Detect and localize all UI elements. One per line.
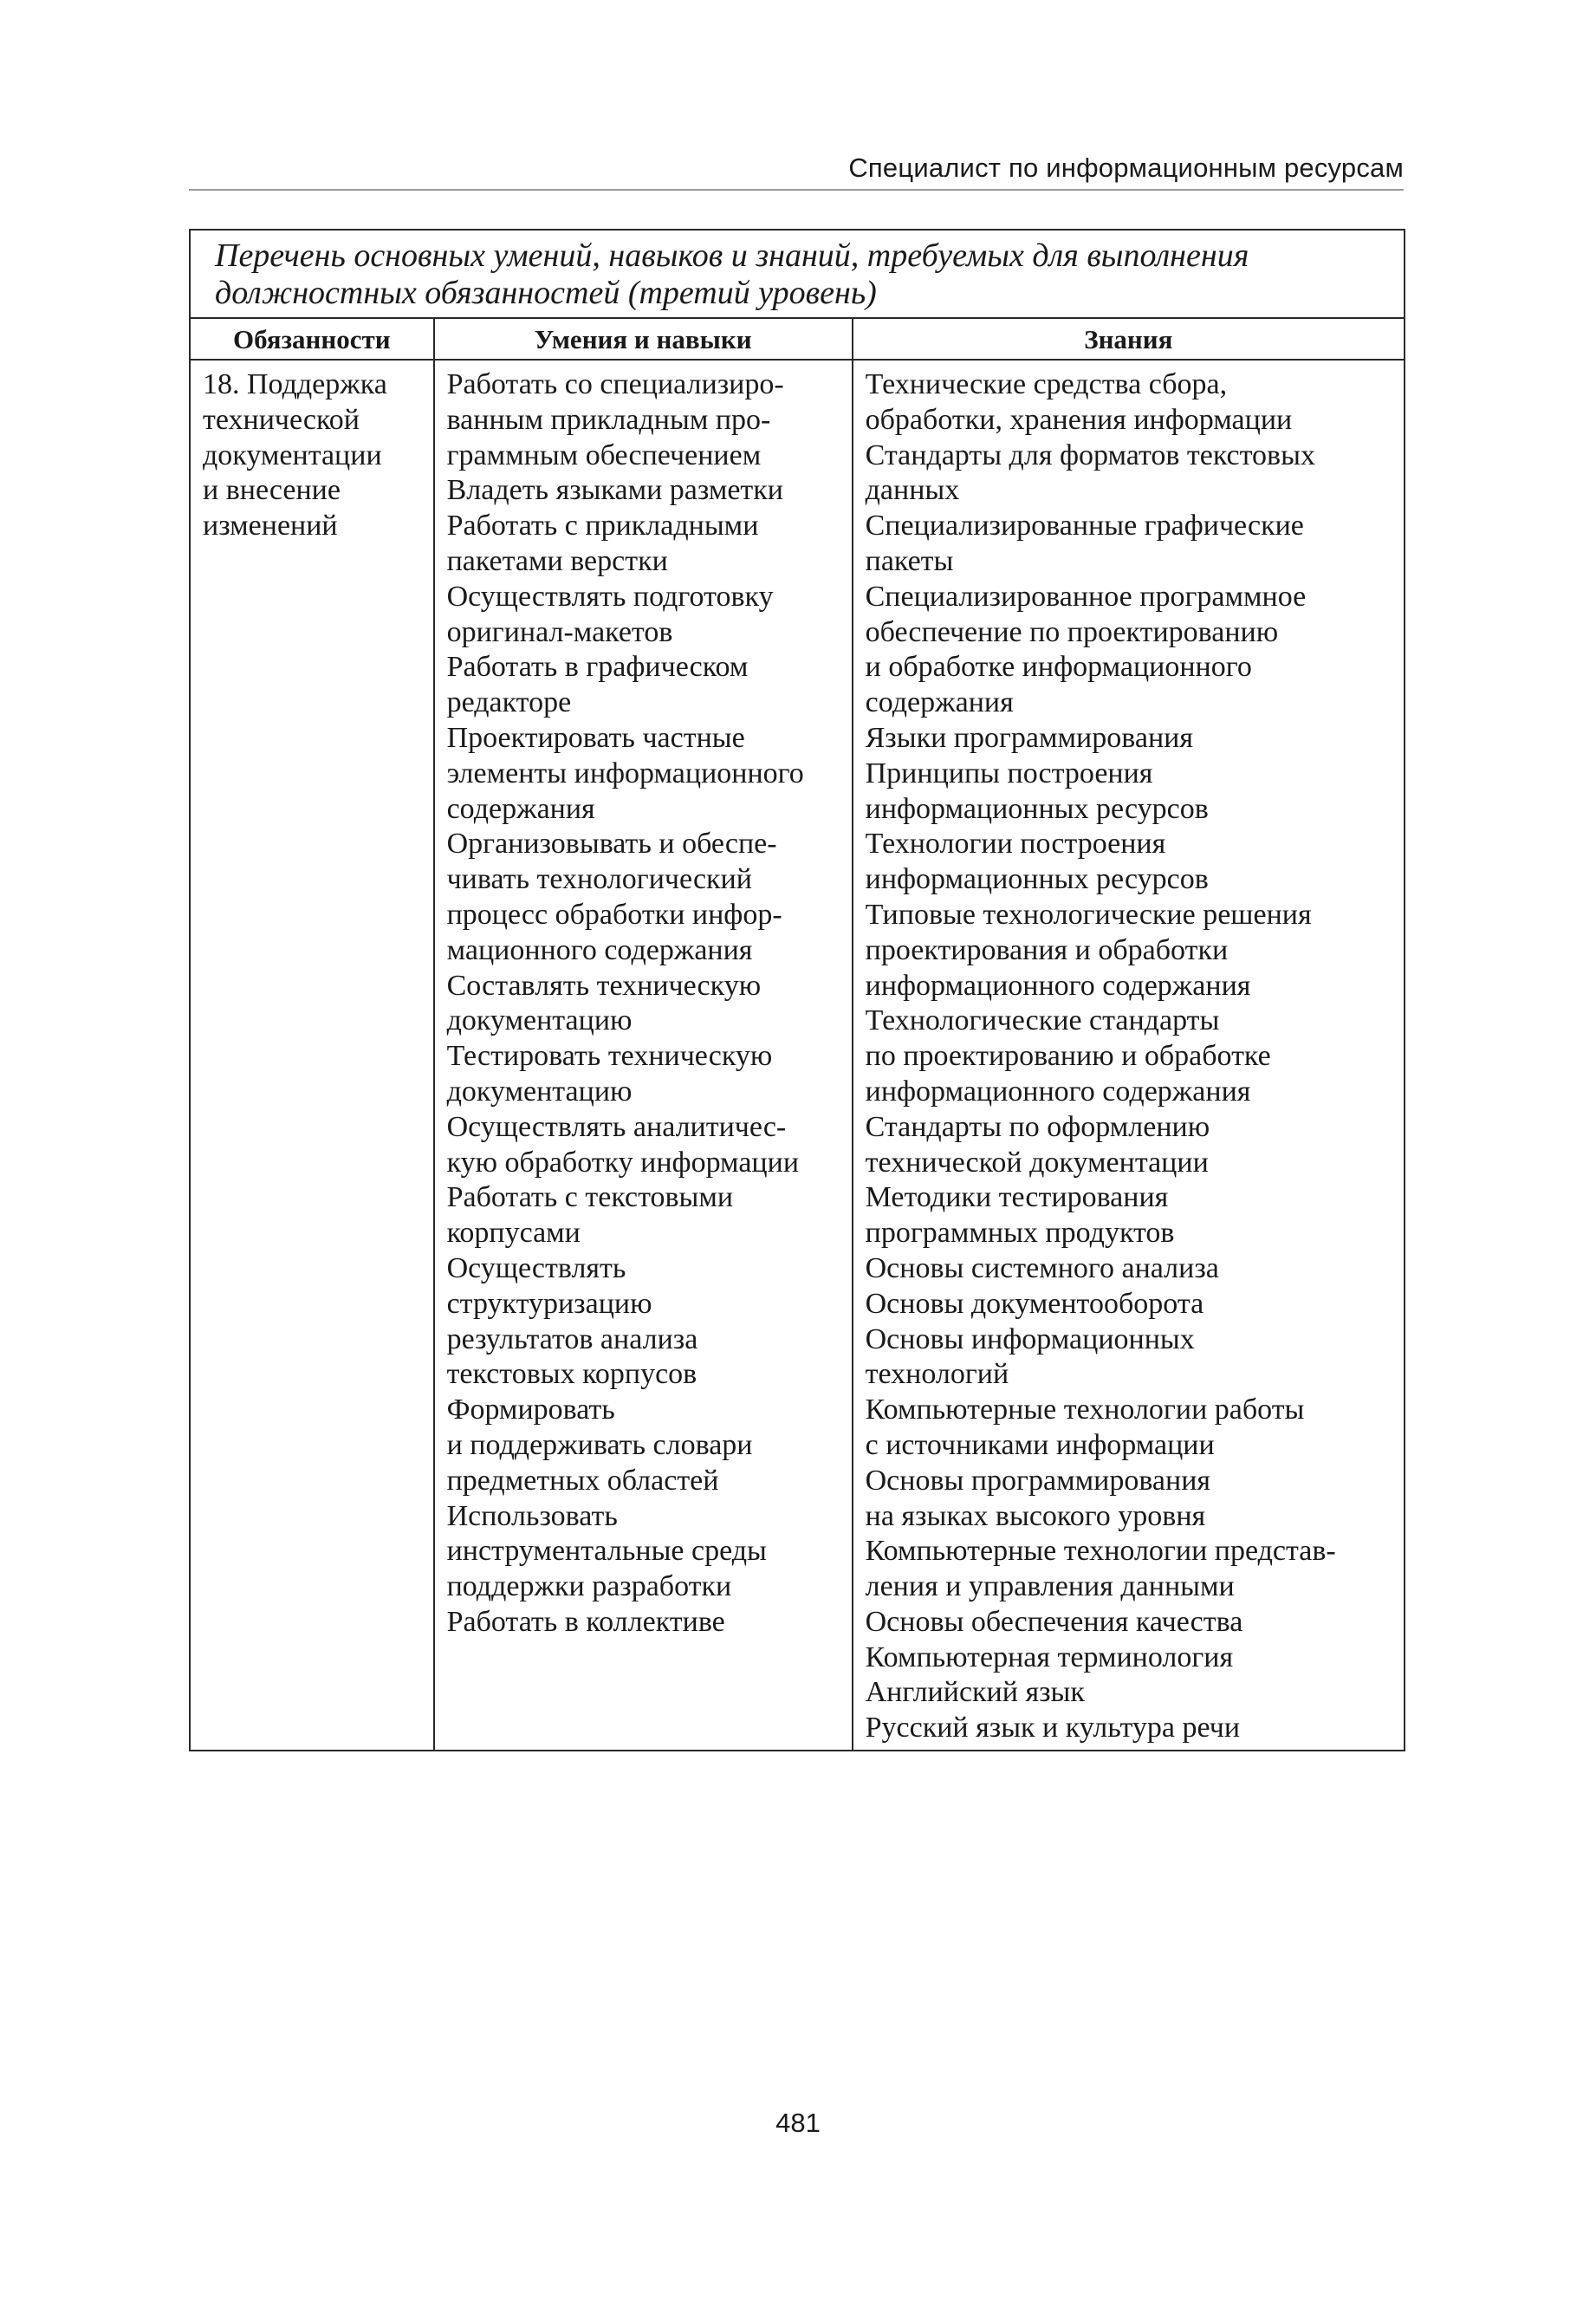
knowledge-line: Типовые технологические решения	[865, 898, 1312, 931]
knowledge-line: Стандарты по оформлению	[865, 1110, 1210, 1143]
skill-line: Использовать	[446, 1499, 618, 1532]
knowledge-line: Компьютерная терминология	[865, 1641, 1234, 1673]
knowledge-line: Языки программирования	[865, 721, 1193, 754]
skill-line: результатов анализа	[446, 1322, 698, 1355]
skill-line: мационного содержания	[446, 933, 753, 966]
skill-line: ванным прикладным про-	[446, 403, 771, 436]
duty-line: и внесение	[203, 474, 341, 507]
skill-line: Осуществлять аналитичес-	[446, 1110, 787, 1143]
knowledge-line: Основы программирования	[865, 1464, 1211, 1497]
knowledge-line: информационных ресурсов	[865, 863, 1209, 896]
knowledge-line: Компьютерные технологии представ-	[865, 1535, 1336, 1568]
knowledge-line: Основы информационных	[865, 1322, 1195, 1355]
skill-line: граммным обеспечением	[446, 439, 762, 471]
knowledge-line: Технологии построения	[865, 828, 1166, 861]
knowledge-line: обработки, хранения информации	[865, 403, 1293, 436]
knowledge-line: Основы документооборота	[865, 1287, 1204, 1320]
skill-line: чивать технологический	[446, 863, 752, 896]
knowledge-line: Стандарты для форматов текстовых	[865, 439, 1315, 471]
skill-line: Формировать	[446, 1394, 615, 1426]
skill-line: Проектировать частные	[446, 721, 745, 754]
skill-line: документацию	[446, 1004, 633, 1037]
skill-line: оригинал-макетов	[446, 615, 673, 648]
knowledge-line: Технологические стандарты	[865, 1004, 1220, 1037]
skill-line: Осуществлять	[446, 1251, 626, 1284]
skill-line: Работать в коллективе	[446, 1605, 725, 1638]
knowledge-line: Специализированные графические	[865, 510, 1304, 543]
skill-line: поддержки разработки	[446, 1570, 732, 1603]
knowledge-line: на языках высокого уровня	[865, 1499, 1206, 1532]
skill-line: структуризацию	[446, 1287, 652, 1320]
column-header-knowledge: Знания	[853, 318, 1405, 360]
skill-line: Осуществлять подготовку	[446, 580, 774, 613]
skill-line: пакетами верстки	[446, 544, 668, 577]
knowledge-line: информационных ресурсов	[865, 792, 1209, 825]
table-caption: Перечень основных умений, навыков и знаний, требуемых для выполнения должностных обязанностей (третий уровень)	[190, 230, 1405, 318]
skill-line: редакторе	[446, 686, 572, 719]
skill-line: элементы информационного	[446, 757, 804, 789]
page-number: 481	[775, 2108, 821, 2138]
skill-line: текстовых корпусов	[446, 1358, 697, 1391]
duty-line: изменений	[203, 510, 338, 543]
knowledge-line: Основы системного анализа	[865, 1251, 1219, 1284]
knowledge-line: информационного содержания	[865, 1075, 1251, 1108]
skill-line: инструментальные среды	[446, 1535, 767, 1568]
knowledge-line: по проектированию и обработке	[865, 1040, 1271, 1073]
knowledge-line: ления и управления данными	[865, 1570, 1235, 1603]
duty-line: технической	[203, 403, 360, 436]
skill-line: Владеть языками разметки	[446, 474, 784, 507]
skill-line: процесс обработки инфор-	[446, 898, 782, 931]
skill-line: корпусами	[446, 1217, 581, 1250]
knowledge-line: Основы обеспечения качества	[865, 1605, 1243, 1638]
skill-line: Организовывать и обеспе-	[446, 828, 777, 861]
knowledge-line: Принципы построения	[865, 757, 1153, 789]
knowledge-line: информационного содержания	[865, 969, 1251, 1002]
running-header-title: Специалист по информационным ресурсам	[848, 153, 1404, 183]
table-header-row	[190, 318, 1405, 360]
table-row	[190, 360, 1405, 1751]
knowledge-line: пакеты	[865, 544, 954, 577]
knowledge-line: Русский язык и культура речи	[865, 1712, 1241, 1744]
knowledge-line: программных продуктов	[865, 1217, 1175, 1250]
skill-line: Тестировать техническую	[446, 1040, 773, 1073]
running-header	[189, 147, 1404, 191]
skill-line: и поддерживать словари	[446, 1428, 753, 1461]
skills-cell	[434, 360, 853, 1751]
skills-table	[189, 229, 1405, 1751]
knowledge-line: и обработке информационного	[865, 651, 1252, 684]
skill-line: Работать с прикладными	[446, 510, 759, 543]
knowledge-line: Технические средства сбора,	[865, 368, 1228, 400]
skill-line: Работать в графическом	[446, 651, 749, 684]
duty-line: документации	[203, 439, 382, 471]
duty-line: 18. Поддержка	[203, 368, 387, 400]
duty-cell	[190, 360, 434, 1751]
skill-line: содержания	[446, 792, 595, 825]
knowledge-line: Английский язык	[865, 1676, 1085, 1709]
skill-line: Работать со специализиро-	[446, 368, 784, 400]
knowledge-cell	[853, 360, 1405, 1751]
skill-line: документацию	[446, 1075, 633, 1108]
knowledge-line: Компьютерные технологии работы	[865, 1394, 1305, 1426]
knowledge-line: данных	[865, 474, 960, 507]
skill-line: Работать с текстовыми	[446, 1181, 734, 1214]
knowledge-line: технологий	[865, 1358, 1009, 1391]
knowledge-line: с источниками информации	[865, 1428, 1215, 1461]
knowledge-line: проектирования и обработки	[865, 933, 1229, 966]
column-header-duties: Обязанности	[190, 318, 434, 360]
skill-line: Составлять техническую	[446, 969, 762, 1002]
column-header-skills: Умения и навыки	[434, 318, 853, 360]
table-caption-row	[190, 230, 1405, 318]
skill-line: кую обработку информации	[446, 1146, 800, 1179]
knowledge-line: Специализированное программное	[865, 580, 1307, 613]
skill-line: предметных областей	[446, 1464, 719, 1497]
knowledge-line: обеспечение по проектированию	[865, 615, 1279, 648]
knowledge-line: Методики тестирования	[865, 1181, 1169, 1214]
knowledge-line: технической документации	[865, 1146, 1209, 1179]
knowledge-line: содержания	[865, 686, 1014, 719]
